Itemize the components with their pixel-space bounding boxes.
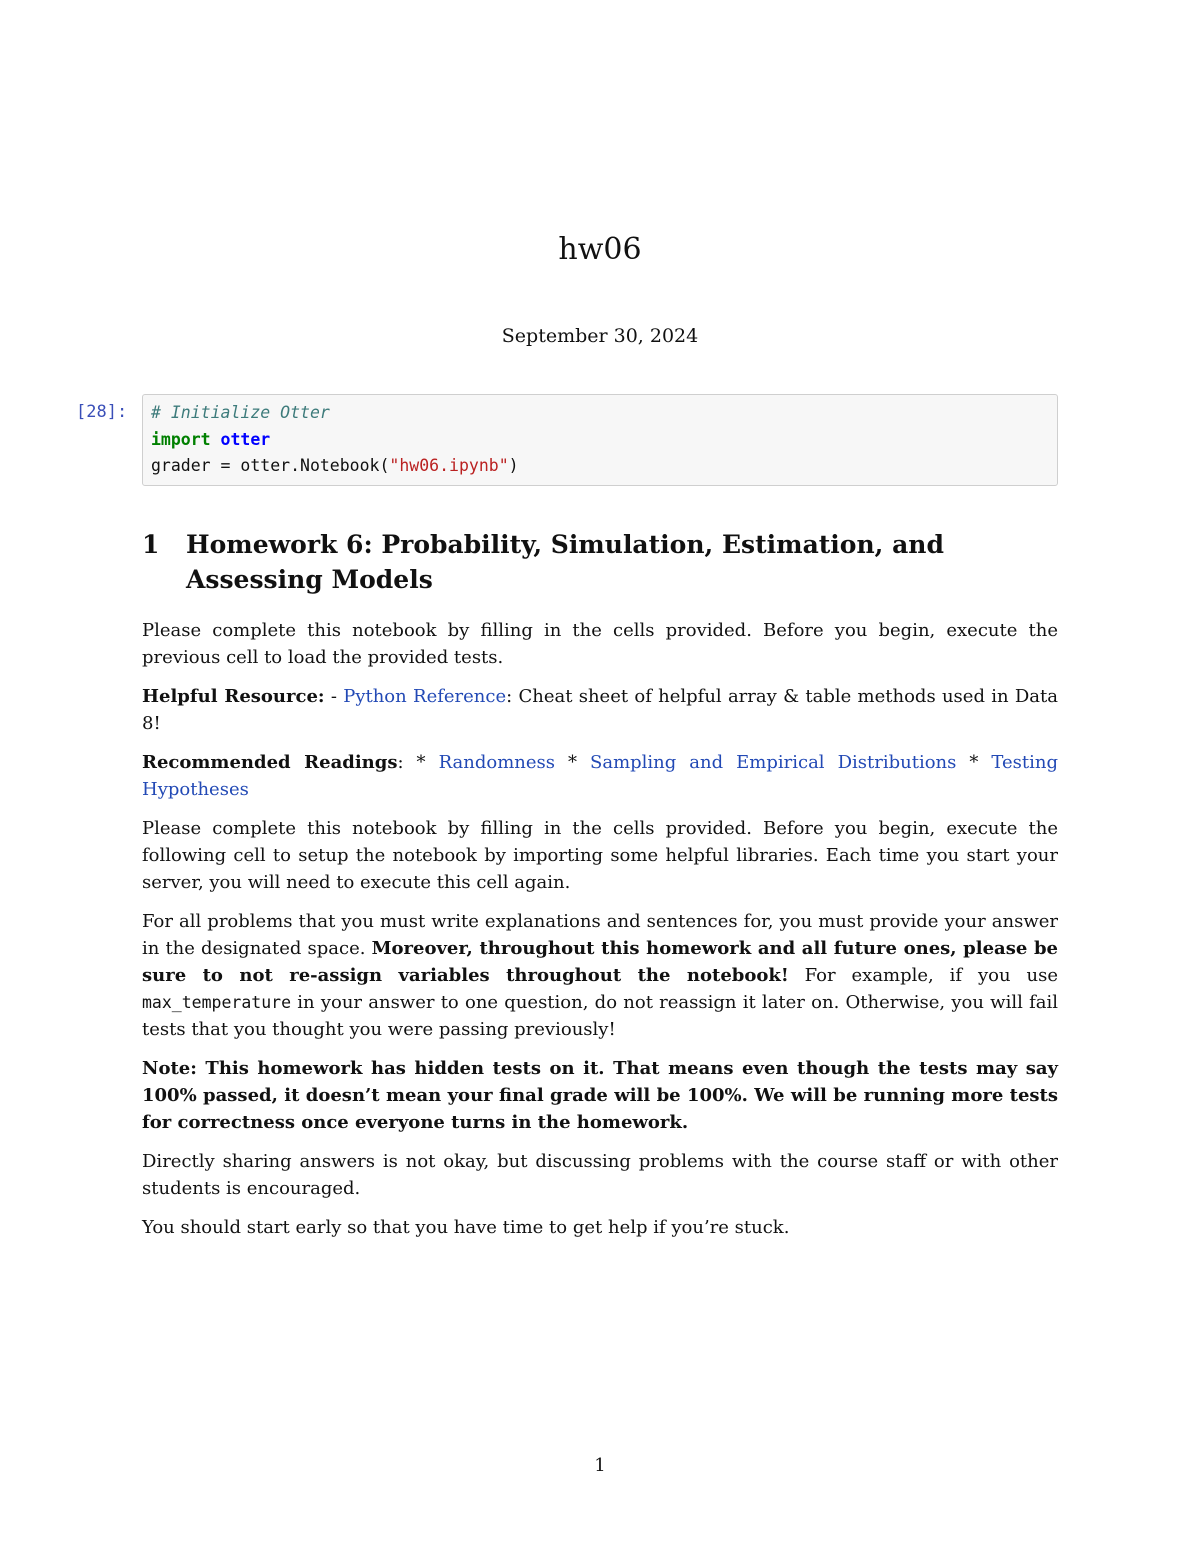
note-text: This homework has hidden tests on it. That means even though the tests may say 100% passed, it doesn’t mean your final grade will be 100%. We will be running more tests for correctness once everyone turns in the homework. <box>142 1058 1058 1133</box>
code-cell[interactable] <box>142 394 1058 486</box>
randomness-link[interactable]: Randomness <box>438 752 555 773</box>
testing-hypotheses-link[interactable]: Testing Hypotheses <box>142 752 1058 800</box>
sampling-link[interactable]: Sampling and Empirical Distributions <box>590 752 957 773</box>
variables-warning: Moreover, throughout this homework and all future ones, please be sure to not re-assign variables throughout the notebook! <box>142 938 1058 986</box>
cell-prompt: [28]: <box>76 402 128 422</box>
section-heading <box>142 527 1060 597</box>
code-string: "hw06.ipynb" <box>389 456 509 475</box>
document-body <box>142 617 1058 1253</box>
paragraph-variables <box>142 908 1058 1043</box>
recommended-readings-label: Recommended Readings <box>142 752 398 773</box>
code-keyword-import: import <box>151 429 211 449</box>
code-module-name: otter <box>220 429 271 449</box>
separator-text: * <box>956 752 992 773</box>
code-line-suffix: ) <box>508 456 519 475</box>
page-number: 1 <box>594 1455 606 1476</box>
variables-text-start: For all problems that you must write explanations and sentences for, you must provide your answer in the designated space. <box>142 911 1058 959</box>
python-reference-link[interactable]: Python Reference <box>343 686 507 707</box>
section-title: Homework 6: Probability, Simulation, Estimation, and Assessing Models <box>186 530 944 594</box>
paragraph-setup: Please complete this notebook by filling in the cells provided. Before you begin, execute the following cell to setup the notebook by importing some helpful libraries. Each time you start your server, you will need to execute this cell again. <box>142 818 1058 893</box>
separator-text: - <box>324 686 344 707</box>
variables-text-mid: For example, if you use <box>788 965 1058 986</box>
paragraph-note <box>142 1055 1058 1136</box>
helpful-resource-text: : Cheat sheet of helpful array & table methods used in Data 8! <box>142 686 1058 734</box>
helpful-resource-label: Helpful Resource: <box>142 686 325 707</box>
paragraph-sharing: Directly sharing answers is not okay, but discussing problems with the course staff or with other students is encouraged. <box>142 1151 1058 1199</box>
variables-text-end: in your answer to one question, do not reassign it later on. Otherwise, you will fail tests that you thought you were passing previously! <box>142 992 1058 1040</box>
paragraph-helpful-resource <box>142 683 1058 737</box>
paragraph-start-early: You should start early so that you have time to get help if you’re stuck. <box>142 1217 790 1238</box>
note-label: Note: <box>142 1058 197 1079</box>
code-comment: # Initialize Otter <box>151 403 330 422</box>
document-date: September 30, 2024 <box>501 325 699 347</box>
separator-text: : * <box>397 752 439 773</box>
paragraph-intro: Please complete this notebook by filling in the cells provided. Before you begin, execute the previous cell to load the provided tests. <box>142 620 1058 668</box>
separator-text: * <box>555 752 591 773</box>
code-line-prefix: grader = otter.Notebook( <box>151 456 390 475</box>
section-number: 1 <box>142 530 160 559</box>
variable-name-code: max_temperature <box>142 993 292 1012</box>
paragraph-readings <box>142 749 1058 803</box>
document-title: hw06 <box>558 232 642 267</box>
